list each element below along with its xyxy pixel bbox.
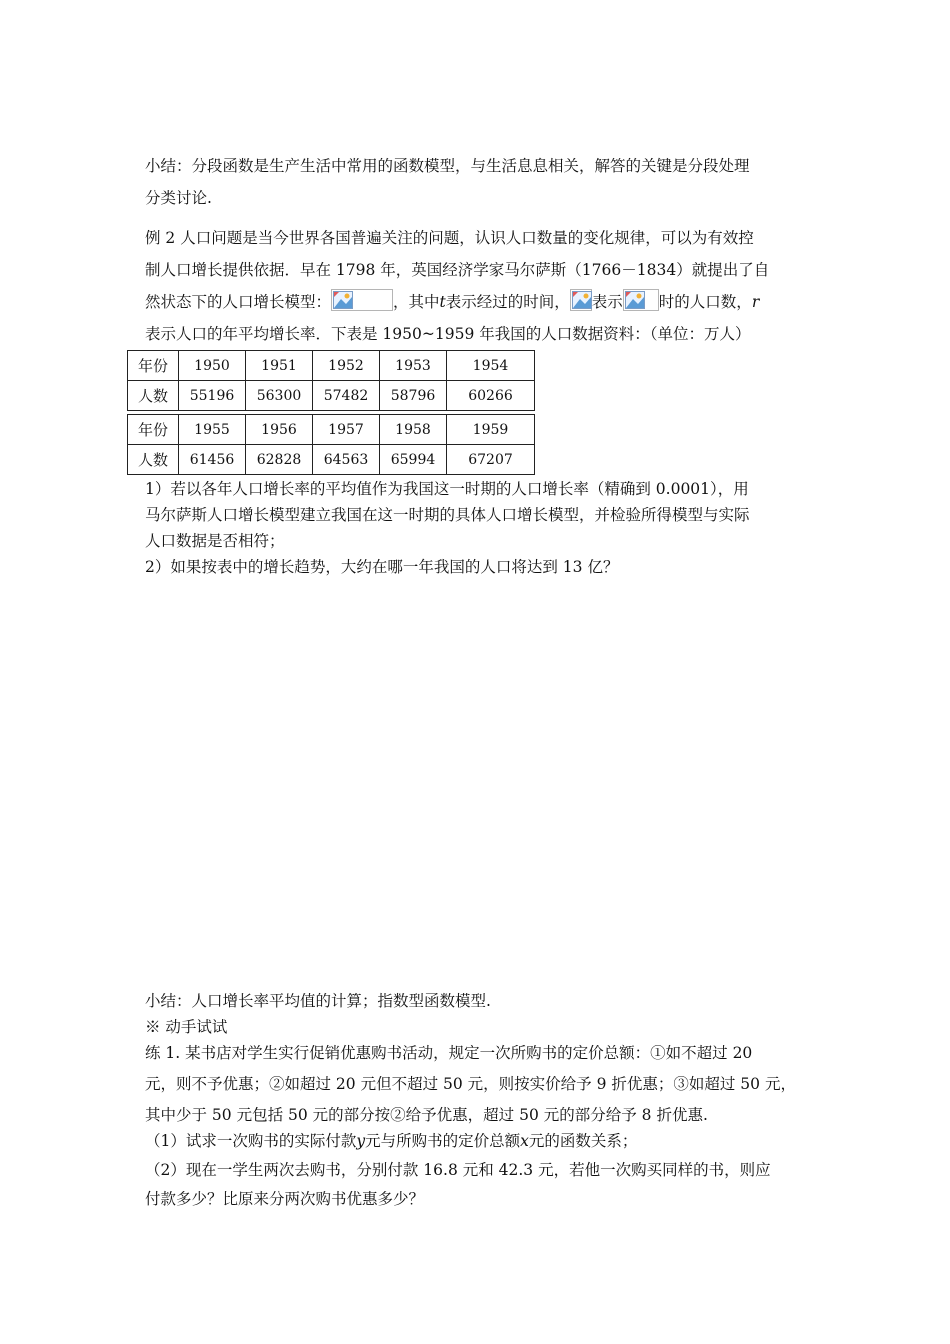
summary2: 小结：人口增长率平均值的计算；指数型函数模型. (145, 992, 491, 1010)
table-cell: 1954 (447, 351, 535, 381)
example2-text: 表示经过的时间， (445, 293, 570, 311)
broken-image-icon (625, 291, 645, 309)
table-cell: 56300 (246, 381, 313, 411)
variable-y: y (356, 1132, 366, 1150)
practice1-sub2-line1: （2）现在一学生两次去购书，分别付款 16.8 元和 42.3 元，若他一次购买同样的书，则应 (145, 1161, 771, 1179)
question2: 2）如果按表中的增长趋势，大约在哪一年我国的人口将达到 13 亿？ (145, 558, 619, 576)
example2-line2: 制人口增长提供依据．早在 1798 年，英国经济学家马尔萨斯（1766－1834）就提出了自 (145, 261, 770, 279)
variable-t: t (439, 293, 446, 311)
practice1-text: 元与所购书的定价总额 (365, 1132, 521, 1150)
table-cell: 61456 (179, 445, 246, 475)
table-row (128, 415, 535, 445)
broken-image-icon (572, 291, 592, 309)
y0-symbol-image (570, 289, 592, 311)
summary1-line1: 小结：分段函数是生产生活中常用的函数模型，与生活息息相关，解答的关键是分段处理 (145, 157, 750, 175)
variable-x: x (520, 1132, 529, 1150)
summary1-line2: 分类讨论. (145, 189, 212, 207)
table-cell: 1959 (447, 415, 535, 445)
table-row (128, 351, 535, 381)
table-cell: 65994 (380, 445, 447, 475)
question1-line2: 马尔萨斯人口增长模型建立我国在这一时期的具体人口增长模型，并检验所得模型与实际 (145, 506, 750, 524)
question1-line1: 1）若以各年人口增长率的平均值作为我国这一时期的人口增长率（精确到 0.0001），用 (145, 480, 749, 498)
t-zero-image (623, 289, 659, 311)
table-row (128, 445, 535, 475)
table-cell: 60266 (447, 381, 535, 411)
table-row (128, 381, 535, 411)
broken-image-icon (333, 291, 353, 309)
table-cell: 58796 (380, 381, 447, 411)
example2-text: ，其中 (393, 293, 440, 311)
practice1-text: （1）试求一次购书的实际付款 (145, 1132, 357, 1150)
table-cell: 1953 (380, 351, 447, 381)
table-cell: 1957 (313, 415, 380, 445)
table-cell: 1950 (179, 351, 246, 381)
table-cell: 57482 (313, 381, 380, 411)
variable-r: r (751, 293, 760, 311)
row-header-pop: 人数 (128, 445, 179, 475)
population-table-part1 (127, 350, 535, 411)
row-header-pop: 人数 (128, 381, 179, 411)
example2-text: 时的人口数， (658, 293, 752, 311)
practice1-line3: 其中少于 50 元包括 50 元的部分按②给予优惠，超过 50 元的部分给予 8 折优惠. (145, 1106, 708, 1124)
table-cell: 1951 (246, 351, 313, 381)
example2-line3 (145, 286, 759, 318)
row-header-year: 年份 (128, 415, 179, 445)
example2-text: 表示 (591, 293, 623, 311)
table-cell: 64563 (313, 445, 380, 475)
practice1-line2: 元，则不予优惠；②如超过 20 元但不超过 50 元，则按实价给予 9 折优惠；③如超过 50 元， (145, 1075, 796, 1093)
practice1-sub1 (145, 1128, 637, 1154)
example2-text: 然状态下的人口增长模型： (145, 293, 332, 311)
population-table-part2 (127, 414, 535, 475)
table-cell: 55196 (179, 381, 246, 411)
table-cell: 62828 (246, 445, 313, 475)
practice1-sub2-line2: 付款多少？比原来分两次购书优惠多少？ (145, 1190, 425, 1208)
row-header-year: 年份 (128, 351, 179, 381)
table-cell: 1958 (380, 415, 447, 445)
practice1-line1: 练 1. 某书店对学生实行促销优惠购书活动，规定一次所购书的定价总额：①如不超过 20 (145, 1044, 753, 1062)
table-cell: 1955 (179, 415, 246, 445)
model-formula-image (331, 289, 393, 311)
example2-line1: 例 2 人口问题是当今世界各国普遍关注的问题，认识人口数量的变化规律，可以为有效控 (145, 229, 754, 247)
table-cell: 1956 (246, 415, 313, 445)
question1-line3: 人口数据是否相符； (145, 532, 285, 550)
table-cell: 67207 (447, 445, 535, 475)
table-cell: 1952 (313, 351, 380, 381)
try-heading: ※ 动手试试 (145, 1018, 228, 1036)
example2-line4: 表示人口的年平均增长率．下表是 1950~1959 年我国的人口数据资料：（单位：万人） (145, 325, 751, 343)
practice1-text: 元的函数关系； (528, 1132, 638, 1150)
